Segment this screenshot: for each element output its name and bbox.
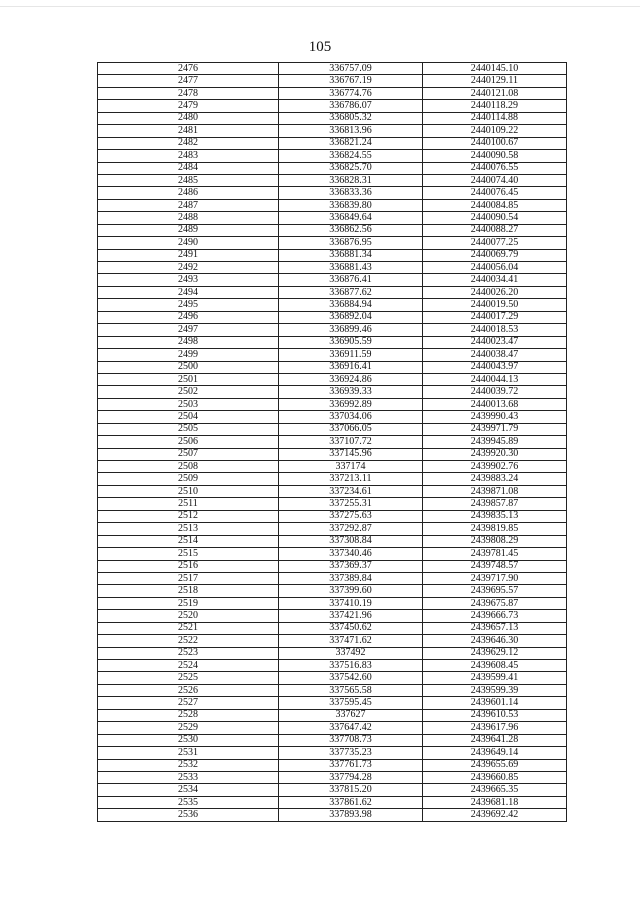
x-coordinate-cell: 336877.62 — [279, 286, 423, 298]
table-row — [98, 199, 567, 211]
y-coordinate-cell: 2440019.50 — [423, 299, 567, 311]
table-row — [98, 448, 567, 460]
y-coordinate-cell: 2440100.67 — [423, 137, 567, 149]
point-number-cell: 2485 — [98, 174, 279, 186]
table-row — [98, 647, 567, 659]
point-number-cell: 2487 — [98, 199, 279, 211]
table-row — [98, 672, 567, 684]
x-coordinate-cell: 336839.80 — [279, 199, 423, 211]
y-coordinate-cell: 2439971.79 — [423, 423, 567, 435]
point-number-cell: 2523 — [98, 647, 279, 659]
y-coordinate-cell: 2440074.40 — [423, 174, 567, 186]
x-coordinate-cell: 337516.83 — [279, 660, 423, 672]
x-coordinate-cell: 336876.41 — [279, 274, 423, 286]
x-coordinate-cell: 336939.33 — [279, 386, 423, 398]
y-coordinate-cell: 2439641.28 — [423, 734, 567, 746]
point-number-cell: 2526 — [98, 684, 279, 696]
table-row — [98, 137, 567, 149]
point-number-cell: 2519 — [98, 597, 279, 609]
y-coordinate-cell: 2439599.41 — [423, 672, 567, 684]
table-row — [98, 112, 567, 124]
x-coordinate-cell: 336833.36 — [279, 187, 423, 199]
y-coordinate-cell: 2440018.53 — [423, 324, 567, 336]
y-coordinate-cell: 2439781.45 — [423, 548, 567, 560]
x-coordinate-cell: 337421.96 — [279, 610, 423, 622]
y-coordinate-cell: 2439945.89 — [423, 436, 567, 448]
table-row — [98, 572, 567, 584]
point-number-cell: 2532 — [98, 759, 279, 771]
y-coordinate-cell: 2440043.97 — [423, 361, 567, 373]
x-coordinate-cell: 336813.96 — [279, 125, 423, 137]
point-number-cell: 2493 — [98, 274, 279, 286]
point-number-cell: 2507 — [98, 448, 279, 460]
table-row — [98, 485, 567, 497]
y-coordinate-cell: 2439695.57 — [423, 585, 567, 597]
y-coordinate-cell: 2439717.90 — [423, 572, 567, 584]
x-coordinate-cell: 337066.05 — [279, 423, 423, 435]
table-row — [98, 747, 567, 759]
point-number-cell: 2518 — [98, 585, 279, 597]
y-coordinate-cell: 2439857.87 — [423, 498, 567, 510]
point-number-cell: 2513 — [98, 523, 279, 535]
point-number-cell: 2496 — [98, 311, 279, 323]
x-coordinate-cell: 336774.76 — [279, 87, 423, 99]
y-coordinate-cell: 2440121.08 — [423, 87, 567, 99]
table-row — [98, 373, 567, 385]
x-coordinate-cell: 337292.87 — [279, 523, 423, 535]
y-coordinate-cell: 2440023.47 — [423, 336, 567, 348]
table-row — [98, 796, 567, 808]
point-number-cell: 2494 — [98, 286, 279, 298]
x-coordinate-cell: 337735.23 — [279, 747, 423, 759]
y-coordinate-cell: 2440129.11 — [423, 75, 567, 87]
x-coordinate-cell: 337410.19 — [279, 597, 423, 609]
x-coordinate-cell: 337107.72 — [279, 436, 423, 448]
point-number-cell: 2479 — [98, 100, 279, 112]
y-coordinate-cell: 2440114.88 — [423, 112, 567, 124]
x-coordinate-cell: 337369.37 — [279, 560, 423, 572]
y-coordinate-cell: 2440076.55 — [423, 162, 567, 174]
x-coordinate-cell: 337794.28 — [279, 771, 423, 783]
table-row — [98, 262, 567, 274]
y-coordinate-cell: 2439657.13 — [423, 622, 567, 634]
y-coordinate-cell: 2439902.76 — [423, 461, 567, 473]
y-coordinate-cell: 2439666.73 — [423, 610, 567, 622]
point-number-cell: 2488 — [98, 212, 279, 224]
table-row — [98, 174, 567, 186]
scan-top-edge — [0, 6, 640, 7]
table-row — [98, 150, 567, 162]
coordinate-table — [97, 62, 567, 822]
table-row — [98, 162, 567, 174]
point-number-cell: 2478 — [98, 87, 279, 99]
point-number-cell: 2476 — [98, 63, 279, 75]
point-number-cell: 2490 — [98, 237, 279, 249]
point-number-cell: 2531 — [98, 747, 279, 759]
table-row — [98, 224, 567, 236]
table-row — [98, 734, 567, 746]
y-coordinate-cell: 2440118.29 — [423, 100, 567, 112]
y-coordinate-cell: 2440013.68 — [423, 398, 567, 410]
y-coordinate-cell: 2439665.35 — [423, 784, 567, 796]
point-number-cell: 2504 — [98, 411, 279, 423]
x-coordinate-cell: 337627 — [279, 709, 423, 721]
table-row — [98, 274, 567, 286]
x-coordinate-cell: 336916.41 — [279, 361, 423, 373]
y-coordinate-cell: 2439610.53 — [423, 709, 567, 721]
x-coordinate-cell: 337647.42 — [279, 722, 423, 734]
x-coordinate-cell: 336899.46 — [279, 324, 423, 336]
table-row — [98, 349, 567, 361]
y-coordinate-cell: 2440077.25 — [423, 237, 567, 249]
x-coordinate-cell: 337213.11 — [279, 473, 423, 485]
y-coordinate-cell: 2439599.39 — [423, 684, 567, 696]
table-row — [98, 697, 567, 709]
point-number-cell: 2528 — [98, 709, 279, 721]
x-coordinate-cell: 337145.96 — [279, 448, 423, 460]
point-number-cell: 2491 — [98, 249, 279, 261]
point-number-cell: 2477 — [98, 75, 279, 87]
coordinate-table-body — [98, 63, 567, 822]
table-row — [98, 597, 567, 609]
x-coordinate-cell: 336825.70 — [279, 162, 423, 174]
x-coordinate-cell: 337565.58 — [279, 684, 423, 696]
y-coordinate-cell: 2440039.72 — [423, 386, 567, 398]
x-coordinate-cell: 337708.73 — [279, 734, 423, 746]
x-coordinate-cell: 336767.19 — [279, 75, 423, 87]
y-coordinate-cell: 2439990.43 — [423, 411, 567, 423]
x-coordinate-cell: 336828.31 — [279, 174, 423, 186]
point-number-cell: 2515 — [98, 548, 279, 560]
x-coordinate-cell: 337308.84 — [279, 535, 423, 547]
x-coordinate-cell: 337174 — [279, 461, 423, 473]
point-number-cell: 2525 — [98, 672, 279, 684]
x-coordinate-cell: 336892.04 — [279, 311, 423, 323]
y-coordinate-cell: 2439601.14 — [423, 697, 567, 709]
x-coordinate-cell: 336786.07 — [279, 100, 423, 112]
x-coordinate-cell: 336824.55 — [279, 150, 423, 162]
table-row — [98, 286, 567, 298]
table-row — [98, 423, 567, 435]
point-number-cell: 2497 — [98, 324, 279, 336]
table-row — [98, 436, 567, 448]
table-row — [98, 75, 567, 87]
table-row — [98, 249, 567, 261]
table-row — [98, 187, 567, 199]
y-coordinate-cell: 2439646.30 — [423, 635, 567, 647]
table-row — [98, 473, 567, 485]
x-coordinate-cell: 337815.20 — [279, 784, 423, 796]
y-coordinate-cell: 2439649.14 — [423, 747, 567, 759]
y-coordinate-cell: 2440076.45 — [423, 187, 567, 199]
page-number: 105 — [308, 39, 332, 55]
y-coordinate-cell: 2440026.20 — [423, 286, 567, 298]
point-number-cell: 2495 — [98, 299, 279, 311]
table-row — [98, 709, 567, 721]
x-coordinate-cell: 336876.95 — [279, 237, 423, 249]
point-number-cell: 2512 — [98, 510, 279, 522]
y-coordinate-cell: 2439920.30 — [423, 448, 567, 460]
table-row — [98, 660, 567, 672]
x-coordinate-cell: 337893.98 — [279, 809, 423, 821]
point-number-cell: 2514 — [98, 535, 279, 547]
point-number-cell: 2517 — [98, 572, 279, 584]
point-number-cell: 2536 — [98, 809, 279, 821]
table-row — [98, 771, 567, 783]
point-number-cell: 2498 — [98, 336, 279, 348]
point-number-cell: 2481 — [98, 125, 279, 137]
y-coordinate-cell: 2440088.27 — [423, 224, 567, 236]
point-number-cell: 2500 — [98, 361, 279, 373]
y-coordinate-cell: 2440017.29 — [423, 311, 567, 323]
point-number-cell: 2510 — [98, 485, 279, 497]
table-row — [98, 63, 567, 75]
point-number-cell: 2499 — [98, 349, 279, 361]
point-number-cell: 2520 — [98, 610, 279, 622]
point-number-cell: 2511 — [98, 498, 279, 510]
x-coordinate-cell: 336757.09 — [279, 63, 423, 75]
x-coordinate-cell: 336992.89 — [279, 398, 423, 410]
y-coordinate-cell: 2439692.42 — [423, 809, 567, 821]
point-number-cell: 2524 — [98, 660, 279, 672]
x-coordinate-cell: 336881.43 — [279, 262, 423, 274]
table-row — [98, 535, 567, 547]
x-coordinate-cell: 337255.31 — [279, 498, 423, 510]
point-number-cell: 2521 — [98, 622, 279, 634]
x-coordinate-cell: 337034.06 — [279, 411, 423, 423]
table-row — [98, 237, 567, 249]
table-row — [98, 585, 567, 597]
y-coordinate-cell: 2440038.47 — [423, 349, 567, 361]
point-number-cell: 2489 — [98, 224, 279, 236]
table-row — [98, 100, 567, 112]
x-coordinate-cell: 336805.32 — [279, 112, 423, 124]
y-coordinate-cell: 2439681.18 — [423, 796, 567, 808]
x-coordinate-cell: 337471.62 — [279, 635, 423, 647]
point-number-cell: 2492 — [98, 262, 279, 274]
point-number-cell: 2503 — [98, 398, 279, 410]
table-row — [98, 324, 567, 336]
x-coordinate-cell: 336884.94 — [279, 299, 423, 311]
table-row — [98, 809, 567, 821]
y-coordinate-cell: 2440090.54 — [423, 212, 567, 224]
x-coordinate-cell: 337450.62 — [279, 622, 423, 634]
table-row — [98, 361, 567, 373]
table-row — [98, 299, 567, 311]
table-row — [98, 212, 567, 224]
table-row — [98, 610, 567, 622]
x-coordinate-cell: 336905.59 — [279, 336, 423, 348]
point-number-cell: 2522 — [98, 635, 279, 647]
table-row — [98, 336, 567, 348]
point-number-cell: 2483 — [98, 150, 279, 162]
y-coordinate-cell: 2439883.24 — [423, 473, 567, 485]
table-row — [98, 784, 567, 796]
y-coordinate-cell: 2440069.79 — [423, 249, 567, 261]
y-coordinate-cell: 2440145.10 — [423, 63, 567, 75]
table-row — [98, 684, 567, 696]
y-coordinate-cell: 2439808.29 — [423, 535, 567, 547]
point-number-cell: 2534 — [98, 784, 279, 796]
y-coordinate-cell: 2439835.13 — [423, 510, 567, 522]
point-number-cell: 2516 — [98, 560, 279, 572]
x-coordinate-cell: 337389.84 — [279, 572, 423, 584]
y-coordinate-cell: 2439629.12 — [423, 647, 567, 659]
x-coordinate-cell: 337275.63 — [279, 510, 423, 522]
table-row — [98, 386, 567, 398]
table-row — [98, 125, 567, 137]
point-number-cell: 2482 — [98, 137, 279, 149]
x-coordinate-cell: 336821.24 — [279, 137, 423, 149]
x-coordinate-cell: 337761.73 — [279, 759, 423, 771]
point-number-cell: 2527 — [98, 697, 279, 709]
x-coordinate-cell: 337492 — [279, 647, 423, 659]
y-coordinate-cell: 2439617.96 — [423, 722, 567, 734]
point-number-cell: 2502 — [98, 386, 279, 398]
y-coordinate-cell: 2440044.13 — [423, 373, 567, 385]
table-row — [98, 622, 567, 634]
y-coordinate-cell: 2440034.41 — [423, 274, 567, 286]
table-row — [98, 411, 567, 423]
table-row — [98, 548, 567, 560]
table-row — [98, 87, 567, 99]
y-coordinate-cell: 2439819.85 — [423, 523, 567, 535]
point-number-cell: 2535 — [98, 796, 279, 808]
point-number-cell: 2501 — [98, 373, 279, 385]
y-coordinate-cell: 2439871.08 — [423, 485, 567, 497]
table-row — [98, 635, 567, 647]
table-row — [98, 498, 567, 510]
point-number-cell: 2530 — [98, 734, 279, 746]
y-coordinate-cell: 2440056.04 — [423, 262, 567, 274]
x-coordinate-cell: 336862.56 — [279, 224, 423, 236]
y-coordinate-cell: 2439748.57 — [423, 560, 567, 572]
x-coordinate-cell: 337542.60 — [279, 672, 423, 684]
x-coordinate-cell: 336881.34 — [279, 249, 423, 261]
y-coordinate-cell: 2439660.85 — [423, 771, 567, 783]
x-coordinate-cell: 337234.61 — [279, 485, 423, 497]
x-coordinate-cell: 336924.86 — [279, 373, 423, 385]
table-row — [98, 398, 567, 410]
x-coordinate-cell: 336849.64 — [279, 212, 423, 224]
table-row — [98, 560, 567, 572]
y-coordinate-cell: 2439655.69 — [423, 759, 567, 771]
point-number-cell: 2529 — [98, 722, 279, 734]
point-number-cell: 2508 — [98, 461, 279, 473]
table-row — [98, 510, 567, 522]
point-number-cell: 2486 — [98, 187, 279, 199]
point-number-cell: 2533 — [98, 771, 279, 783]
point-number-cell: 2509 — [98, 473, 279, 485]
y-coordinate-cell: 2439608.45 — [423, 660, 567, 672]
table-row — [98, 722, 567, 734]
point-number-cell: 2505 — [98, 423, 279, 435]
table-row — [98, 461, 567, 473]
x-coordinate-cell: 336911.59 — [279, 349, 423, 361]
table-row — [98, 759, 567, 771]
y-coordinate-cell: 2440084.85 — [423, 199, 567, 211]
table-row — [98, 311, 567, 323]
point-number-cell: 2506 — [98, 436, 279, 448]
x-coordinate-cell: 337399.60 — [279, 585, 423, 597]
y-coordinate-cell: 2439675.87 — [423, 597, 567, 609]
x-coordinate-cell: 337861.62 — [279, 796, 423, 808]
x-coordinate-cell: 337340.46 — [279, 548, 423, 560]
point-number-cell: 2480 — [98, 112, 279, 124]
y-coordinate-cell: 2440109.22 — [423, 125, 567, 137]
point-number-cell: 2484 — [98, 162, 279, 174]
table-row — [98, 523, 567, 535]
x-coordinate-cell: 337595.45 — [279, 697, 423, 709]
y-coordinate-cell: 2440090.58 — [423, 150, 567, 162]
